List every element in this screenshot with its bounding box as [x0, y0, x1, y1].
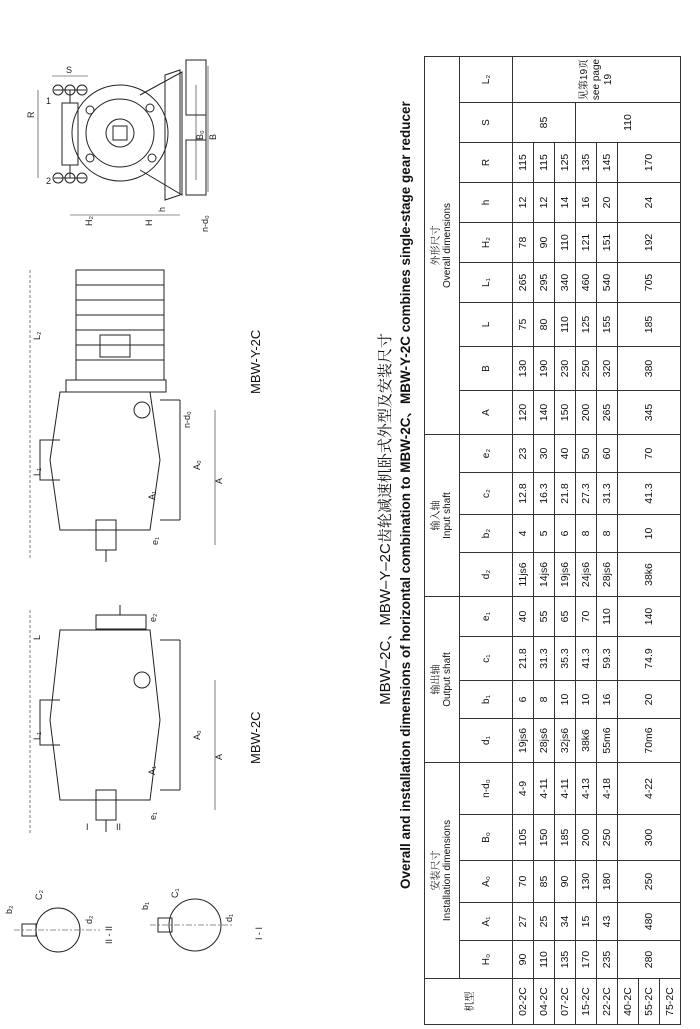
cell-c1: 21.8: [513, 637, 534, 681]
svg-text:A₁: A₁: [147, 765, 157, 775]
table-row: [576, 57, 597, 1025]
cell-e2: 30: [534, 435, 555, 473]
cell-l: 155: [597, 303, 618, 347]
svg-text:B: B: [208, 133, 218, 140]
cell-b0: 300: [618, 815, 681, 861]
cell-a0: 180: [597, 861, 618, 903]
cell-d1: 70m6: [618, 719, 681, 763]
install-group-header: 安装尺寸 Installation dimensions: [425, 763, 460, 979]
column-header: d₂: [460, 553, 513, 597]
cell-b: 250: [576, 347, 597, 391]
cell-c1: 59.3: [597, 637, 618, 681]
cell-e2: 40: [555, 435, 576, 473]
svg-text:C₂: C₂: [34, 890, 44, 900]
cell-b1: 8: [534, 681, 555, 719]
model-label-mbw-2c: MBW-2C: [248, 711, 263, 764]
svg-text:L₂: L₂: [32, 331, 42, 340]
cell-a0: 70: [513, 861, 534, 903]
cell-s: 85: [513, 103, 576, 143]
svg-text:A₁: A₁: [147, 490, 157, 500]
svg-text:1: 1: [46, 96, 52, 106]
cell-a0: 90: [555, 861, 576, 903]
table-row: [597, 57, 618, 1025]
cell-l1: 295: [534, 263, 555, 303]
column-header: b₂: [460, 515, 513, 553]
cell-h0: 280: [618, 941, 681, 979]
cell-b2: 5: [534, 515, 555, 553]
svg-text:L₁: L₁: [32, 467, 42, 476]
cell-e1: 110: [597, 597, 618, 637]
cell-a0: 130: [576, 861, 597, 903]
cell-l1: 705: [618, 263, 681, 303]
model-cell: 02-2C: [513, 979, 534, 1025]
cell-c2: 27.3: [576, 473, 597, 515]
cell-d1: 55m6: [597, 719, 618, 763]
column-header: B₀: [460, 815, 513, 861]
svg-text:L: L: [32, 634, 42, 640]
cell-h: 16: [576, 183, 597, 223]
table-body: [513, 57, 681, 1025]
cell-c1: 41.3: [576, 637, 597, 681]
column-header: c₁: [460, 637, 513, 681]
cell-nd0: 4-9: [513, 763, 534, 815]
cell-c1: 31.3: [534, 637, 555, 681]
svg-text:n-d₀: n-d₀: [200, 215, 210, 232]
cell-a: 200: [576, 391, 597, 435]
svg-text:A: A: [214, 477, 224, 484]
dimensions-table: [424, 56, 681, 1025]
column-header: R: [460, 143, 513, 183]
cell-a1: 25: [534, 903, 555, 941]
cell-c1: 74.9: [618, 637, 681, 681]
column-header: e₁: [460, 597, 513, 637]
cell-l1: 460: [576, 263, 597, 303]
table-row: [513, 57, 534, 1025]
cell-c2: 16.3: [534, 473, 555, 515]
cell-h2: 192: [618, 223, 681, 263]
cell-b0: 185: [555, 815, 576, 861]
cell-e1: 70: [576, 597, 597, 637]
cell-d2: 11js6: [513, 553, 534, 597]
model-label-mbw-y-2c: MBW-Y-2C: [248, 329, 263, 394]
svg-text:H: H: [144, 219, 154, 226]
cell-b2: 8: [597, 515, 618, 553]
cell-r: 115: [513, 143, 534, 183]
cell-c2: 12.8: [513, 473, 534, 515]
cell-s: 110: [576, 103, 681, 143]
cell-nd0: 4-11: [555, 763, 576, 815]
svg-text:I - I: I - I: [254, 927, 264, 940]
cell-b1: 20: [618, 681, 681, 719]
cell-b: 190: [534, 347, 555, 391]
cell-a1: 34: [555, 903, 576, 941]
svg-text:II - II: II - II: [104, 926, 114, 944]
cell-b: 230: [555, 347, 576, 391]
cell-l: 125: [576, 303, 597, 347]
column-header: B: [460, 347, 513, 391]
cell-a0: 250: [618, 861, 681, 903]
cell-a1: 480: [618, 903, 681, 941]
cell-nd0: 4-11: [534, 763, 555, 815]
cell-b1: 10: [555, 681, 576, 719]
cell-l1: 340: [555, 263, 576, 303]
model-cell: 75-2C: [660, 979, 681, 1025]
cell-l1: 540: [597, 263, 618, 303]
svg-text:C₁: C₁: [170, 888, 180, 898]
column-header: e₂: [460, 435, 513, 473]
cell-b2: 6: [555, 515, 576, 553]
svg-text:2: 2: [46, 176, 52, 186]
cell-r: 170: [618, 143, 681, 183]
cell-c2: 21.8: [555, 473, 576, 515]
cell-e2: 60: [597, 435, 618, 473]
model-cell: 40-2C: [618, 979, 639, 1025]
cell-b2: 4: [513, 515, 534, 553]
svg-text:e₁: e₁: [150, 536, 160, 545]
input-shaft-group-header: 输入轴 Input shaft: [425, 435, 460, 597]
cell-a1: 43: [597, 903, 618, 941]
column-header: L₂: [460, 57, 513, 103]
cell-nd0: 4-13: [576, 763, 597, 815]
cell-e1: 55: [534, 597, 555, 637]
cell-h2: 121: [576, 223, 597, 263]
cell-e2: 70: [618, 435, 681, 473]
cell-b1: 6: [513, 681, 534, 719]
column-header: H₂: [460, 223, 513, 263]
cell-a: 345: [618, 391, 681, 435]
cell-a: 150: [555, 391, 576, 435]
cell-b: 130: [513, 347, 534, 391]
svg-text:II: II: [116, 822, 122, 832]
cell-d1: 19js6: [513, 719, 534, 763]
cell-r: 145: [597, 143, 618, 183]
cell-b2: 10: [618, 515, 681, 553]
cell-e2: 23: [513, 435, 534, 473]
cell-h0: 90: [513, 941, 534, 979]
column-header: c₂: [460, 473, 513, 515]
column-header-row: [460, 57, 513, 1025]
cell-a: 265: [597, 391, 618, 435]
cell-l1: 265: [513, 263, 534, 303]
svg-text:A₀: A₀: [192, 730, 202, 740]
column-header: H₀: [460, 941, 513, 979]
cell-b1: 16: [597, 681, 618, 719]
cell-nd0: 4-18: [597, 763, 618, 815]
cell-d1: 32js6: [555, 719, 576, 763]
cell-b0: 150: [534, 815, 555, 861]
cell-a: 140: [534, 391, 555, 435]
svg-text:b₁: b₁: [140, 901, 150, 910]
cell-r: 115: [534, 143, 555, 183]
cell-d2: 38k6: [618, 553, 681, 597]
cell-b0: 200: [576, 815, 597, 861]
cell-d1: 28js6: [534, 719, 555, 763]
cell-h0: 135: [555, 941, 576, 979]
svg-text:R: R: [26, 111, 36, 118]
model-cell: 55-2C: [639, 979, 660, 1025]
cell-b0: 250: [597, 815, 618, 861]
cell-h0: 235: [597, 941, 618, 979]
table-row: [534, 57, 555, 1025]
svg-text:b₂: b₂: [4, 905, 14, 914]
svg-text:H₂: H₂: [84, 216, 94, 226]
svg-text:A₀: A₀: [192, 460, 202, 470]
overall-group-header: 外形尺寸 Overall dimensions: [425, 57, 460, 435]
model-cell: 07-2C: [555, 979, 576, 1025]
cell-h: 24: [618, 183, 681, 223]
cell-h2: 110: [555, 223, 576, 263]
cell-d1: 38k6: [576, 719, 597, 763]
cell-h2: 90: [534, 223, 555, 263]
column-header: b₁: [460, 681, 513, 719]
svg-text:e₁: e₁: [148, 811, 158, 820]
cell-nd0: 4-22: [618, 763, 681, 815]
cell-b: 380: [618, 347, 681, 391]
column-header: L: [460, 303, 513, 347]
cell-a0: 85: [534, 861, 555, 903]
cell-b: 320: [597, 347, 618, 391]
svg-text:h: h: [157, 206, 167, 212]
svg-text:A: A: [214, 753, 224, 760]
caption-english: Overall and installation dimensions of horizontal combination to MBW-2C、MBW-Y-2C combines single-stage gear reducer: [398, 101, 413, 889]
cell-h0: 110: [534, 941, 555, 979]
cell-l: 185: [618, 303, 681, 347]
cell-h: 20: [597, 183, 618, 223]
column-header: S: [460, 103, 513, 143]
output-shaft-group-header: 输出轴 Output shaft: [425, 597, 460, 763]
table-row: [555, 57, 576, 1025]
cell-l: 80: [534, 303, 555, 347]
cell-h: 14: [555, 183, 576, 223]
cell-l: 110: [555, 303, 576, 347]
svg-text:I: I: [86, 822, 89, 832]
svg-text:n-d₀: n-d₀: [182, 411, 192, 428]
cell-b0: 105: [513, 815, 534, 861]
model-cell: 04-2C: [534, 979, 555, 1025]
column-header: d₁: [460, 719, 513, 763]
cell-d2: 14js6: [534, 553, 555, 597]
model-header: 机型: [425, 979, 513, 1025]
cell-a1: 15: [576, 903, 597, 941]
svg-text:d₁: d₁: [224, 913, 234, 922]
cell-l2-note: 见第19页 see page 19: [513, 57, 681, 103]
svg-text:d₂: d₂: [84, 915, 94, 924]
caption-chinese: MBW–2C、MBW–Y–2C齿轮减速机卧式外型及安装尺寸: [377, 333, 394, 705]
cell-d2: 28js6: [597, 553, 618, 597]
cell-h2: 151: [597, 223, 618, 263]
cell-h: 12: [513, 183, 534, 223]
column-header: A₀: [460, 861, 513, 903]
cell-b2: 8: [576, 515, 597, 553]
cell-d2: 19js6: [555, 553, 576, 597]
cell-e1: 40: [513, 597, 534, 637]
cell-l: 75: [513, 303, 534, 347]
cell-h0: 170: [576, 941, 597, 979]
cell-c1: 35.3: [555, 637, 576, 681]
column-header: A: [460, 391, 513, 435]
cell-e2: 50: [576, 435, 597, 473]
svg-text:S: S: [66, 65, 73, 75]
column-header: A₁: [460, 903, 513, 941]
cell-h: 12: [534, 183, 555, 223]
table-row: [618, 57, 639, 1025]
cell-r: 135: [576, 143, 597, 183]
svg-text:e₂: e₂: [148, 613, 158, 622]
column-header: h: [460, 183, 513, 223]
svg-text:B₀: B₀: [195, 130, 205, 140]
model-cell: 15-2C: [576, 979, 597, 1025]
cell-c2: 31.3: [597, 473, 618, 515]
column-header: L₁: [460, 263, 513, 303]
cell-b1: 10: [576, 681, 597, 719]
cell-r: 125: [555, 143, 576, 183]
cell-e1: 65: [555, 597, 576, 637]
cell-d2: 24js6: [576, 553, 597, 597]
cell-e1: 140: [618, 597, 681, 637]
svg-text:L₁: L₁: [32, 731, 42, 740]
cell-c2: 41.3: [618, 473, 681, 515]
cell-h2: 78: [513, 223, 534, 263]
model-cell: 22-2C: [597, 979, 618, 1025]
cell-a: 120: [513, 391, 534, 435]
column-header: n-d₀: [460, 763, 513, 815]
cell-a1: 27: [513, 903, 534, 941]
